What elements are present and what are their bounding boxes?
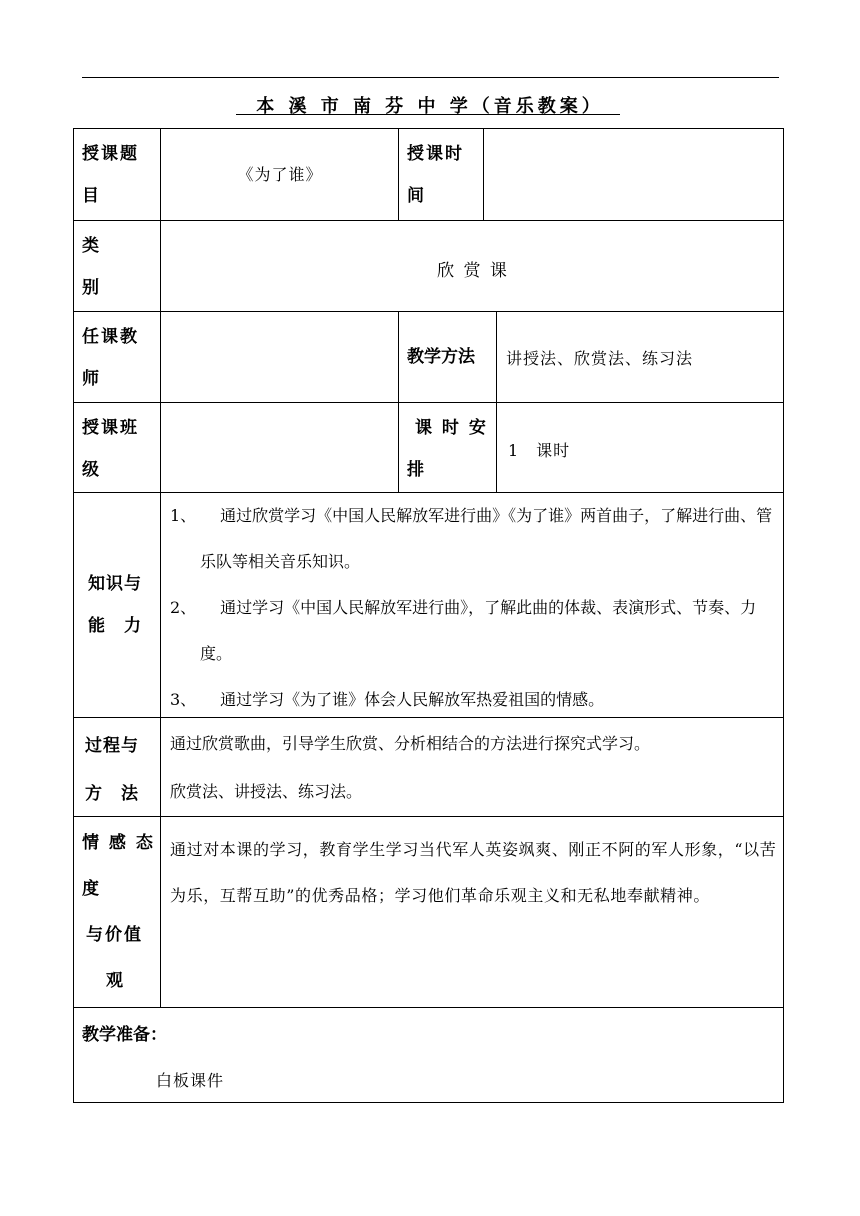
process-label-cell [73, 717, 160, 816]
time-label-line1: 授课时 [407, 144, 464, 164]
process-label-line2: 方 法 [85, 784, 139, 804]
topic-label-cell [73, 128, 160, 220]
class-label-cell [73, 402, 160, 492]
schedule-label-line1: 课 时 安 [415, 418, 488, 438]
method-value: 讲授法、欣赏法、练习法 [506, 349, 694, 368]
method-label-cell [398, 311, 496, 402]
teacher-label-line1: 任课教 [82, 327, 139, 347]
knowledge-label-line1: 知识与 [88, 574, 142, 594]
class-label-line1: 授课班 [82, 418, 139, 438]
knowledge-item-1: 1、 通过欣赏学习《中国人民解放军进行曲》《为了谁》两首曲子，了解进行曲、管乐队等相关音乐知识。 [170, 506, 773, 571]
topic-label-line1: 授课题 [82, 144, 139, 164]
emotion-text: 通过对本课的学习，教育学生学习当代军人英姿飒爽、刚正不阿的军人形象，“以苦为乐，互帮互助”的优秀品格；学习他们革命乐观主义和无私地奉献精神。 [170, 840, 777, 905]
class-value-cell [160, 402, 398, 492]
category-label-line1: 类 [82, 236, 101, 256]
knowledge-item-2: 2、 通过学习《中国人民解放军进行曲》，了解此曲的体裁、表演形式、节奏、力度。 [170, 598, 757, 663]
time-label-cell [398, 128, 483, 220]
header-rule [82, 77, 779, 78]
emotion-label-line3: 与价值 [86, 925, 143, 945]
emotion-label-cell [73, 816, 160, 1007]
topic-label-line2: 目 [82, 186, 101, 206]
method-value-cell [496, 311, 784, 402]
process-label-line1: 过程与 [85, 736, 139, 756]
process-content-cell [160, 717, 784, 816]
method-label: 教学方法 [407, 347, 475, 367]
knowledge-label-cell [73, 492, 160, 717]
time-label-line2: 间 [407, 186, 426, 206]
topic-value-cell [160, 128, 398, 220]
emotion-label-line2: 度 [82, 879, 101, 899]
category-label-cell [73, 220, 160, 311]
document-title: 本 溪 市 南 芬 中 学（音乐教案） [256, 96, 604, 117]
process-line-1: 通过欣赏歌曲，引导学生欣赏、分析相结合的方法进行探究式学习。 [170, 734, 651, 753]
teacher-label-cell [73, 311, 160, 402]
category-value-cell [160, 220, 784, 311]
emotion-label-line1: 情 感 态 [82, 833, 155, 853]
title-underline [236, 114, 620, 115]
time-value-cell [483, 128, 784, 220]
knowledge-label-line2: 能 力 [88, 616, 142, 636]
emotion-content-cell [160, 816, 784, 1007]
prep-cell [73, 1007, 784, 1103]
schedule-label-cell [398, 402, 496, 492]
prep-value: 白板课件 [156, 1071, 225, 1090]
category-value: 欣 赏 课 [437, 261, 509, 281]
teacher-value-cell [160, 311, 398, 402]
teacher-label-line2: 师 [82, 369, 101, 389]
schedule-value-cell [496, 402, 784, 492]
prep-label: 教学准备： [82, 1025, 167, 1045]
schedule-value: 1 课时 [508, 441, 571, 460]
category-label-line2: 别 [82, 278, 101, 298]
process-line-2: 欣赏法、讲授法、练习法。 [170, 782, 363, 801]
class-label-line2: 级 [82, 460, 101, 480]
lesson-plan-table [73, 128, 784, 1103]
emotion-label-line4: 观 [106, 971, 125, 991]
topic-value: 《为了谁》 [237, 165, 323, 184]
knowledge-content-cell [160, 492, 784, 717]
knowledge-item-3: 3、 通过学习《为了谁》体会人民解放军热爱祖国的情感。 [170, 690, 605, 709]
schedule-label-line2: 排 [407, 460, 426, 480]
